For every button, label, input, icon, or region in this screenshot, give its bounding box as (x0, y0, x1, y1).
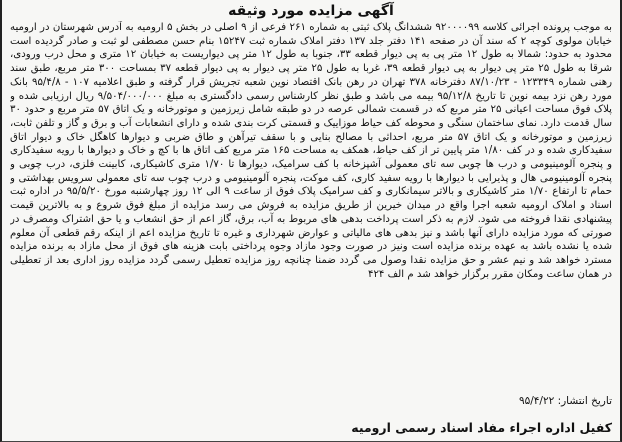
notice-body-text: به موجب پرونده اجرائی کلاسه ۹۲۰۰۰۰۹۹ ششدانگ پلاک ثبتی به شماره ۲۶۱ فرعی از ۹ اصلی در بخش ۵ ارومیه به آدرس شهرستان در ارومیه خیابان مولوی کوچه ۲ که سند آن در صفحه ۱۴۱ دفتر جلد ۱۳۷ دفتر املاک شماره ثبت ۱۵۲۴۷ بنام حسن مصطفی لو ثبت و صادر گردیده است محدود به حدود: شمالا به طول ۱۲ متر پی به پی دیوار قطعه ۳۳، جنوبا به طول ۱۲ متر پی دیواریست به خیابان ۱۲ متری و محل درب ورودی، شرقا به طول ۲۵ متر پی دیوار به پی دیوار قطعه ۳۹، غربا به طول ۲۵ متر پی دیوار به پی دیوار قطعه ۳۷ بمساحت ۳۰۰ متر مربع، طبق سند رهنی شماره ۱۲۳۳۴۹ - ۸۷/۱۰/۲۳ دفترخانه ۳۷۸ تهران در رهن بانک اقتصاد نوین شعبه تجریش قرار گرفته و طبق اعلامیه ۱۰۷ - ۹۵/۴/۸ بانک مورد رهن نزد بیمه نوین تا تاریخ ۹۵/۱۲/۸ بیمه می باشد و طبق نظر کارشناس رسمی دادگستری به مبلغ ۹/۵۰۴/۰۰۰/۰۰۰ ریال ارزیابی شده و پلاک فوق مساحت اعیانی ۲۵ متر مربع که در قسمت شمالی عرصه در دو طبقه شامل زیرزمین و موتورخانه و یک اتاق ۵۷ متر مربع و حدود ۳۰ سال قدمت دارد. نمای ساختمان سنگی و محوطه کف حیاط موزاییک و قسمتی کرت بندی شده و دارای انشعابات آب و برق و گاز و تلفن ثابت، زیرزمین و موتورخانه و یک اتاق ۵۷ متر مربع، احداثی با مصالح بنایی و با سقف تیرآهن و طاق ضربی و دیوارها کاهگل خاک و دیوار اتاق سفیدکاری شده و در کف ۱/۸۰ متر پایین تر از کف حیاط، همکف به مساحت ۱۶۵ متر مربع کف اتاق ها با کچ و خاک و دیوارها با رویه سفیدکاری و پنجره آلومینیومی و درب ها چوبی سه تای معمولی آشپزخانه با کف سرامیک، دیوارها تا ۱/۷۰ متری کاشیکاری، کابینت فلزی، درب چوبی و پنجره آلومینیومی هال و پذیرایی با دیوارها با رویه سفید کاری، کف موکت، پنجره آلومینیومی و درب چوب سه تای معمولی سرویس بهداشتی و حمام تا ارتفاع ۱/۷۰ متر کاشیکاری و بالاتر سیمانکاری و کف سرامیک پلاک فوق از ساعت ۹ الی ۱۲ روز چهارشنبه مورخ ۹۵/۵/۲۰ در اداره ثبت اسناد و املاک ارومیه شعبه اجرا واقع در میدان خیرین از طریق مزایده به فروش می رسد مزایده از مبلغ فوق شروع و به بالاترین قیمت پیشنهادی نقدا فروخته می شود. لازم به ذکر است پرداخت بدهی های مربوط به آب، برق، گاز اعم از حق انشعاب و یا حق اشتراک ومصرف در صورتی که مورد مزایده دارای آنها باشد و نیز بدهی های مالیاتی و عوارض شهرداری و غیره تا تاریخ مزایده اعم از اینکه رقم قطعی آن معلوم شده یا نشده باشد به عهده برنده مزایده است ونیز در صورت وجود مازاد وجوه پرداختی بابت هزینه های فوق از محل مازاد به برنده مزایده مسترد خواهد شد و نیم عشر و حق مزایده نقدا وصول می گردد ضمنا چنانچه روز مزایده تعطیل رسمی گردد مزایده روز اداری بعد از تعطیلی در همان ساعت ومکان مقرر برگزار خواهد شد م الف ۴۲۴ (10, 22, 612, 280)
issuer-signature: کفیل اداره اجراء مفاد اسناد رسمی ارومیه (351, 420, 612, 435)
publication-date-label: تاریخ انتشار: (557, 395, 612, 407)
publication-date-value: ۹۵/۴/۲۲ (518, 395, 555, 407)
publication-date (519, 394, 612, 408)
notice-title: آگهی مزایده مورد وثیقه (228, 3, 394, 19)
notice-body (10, 21, 612, 391)
